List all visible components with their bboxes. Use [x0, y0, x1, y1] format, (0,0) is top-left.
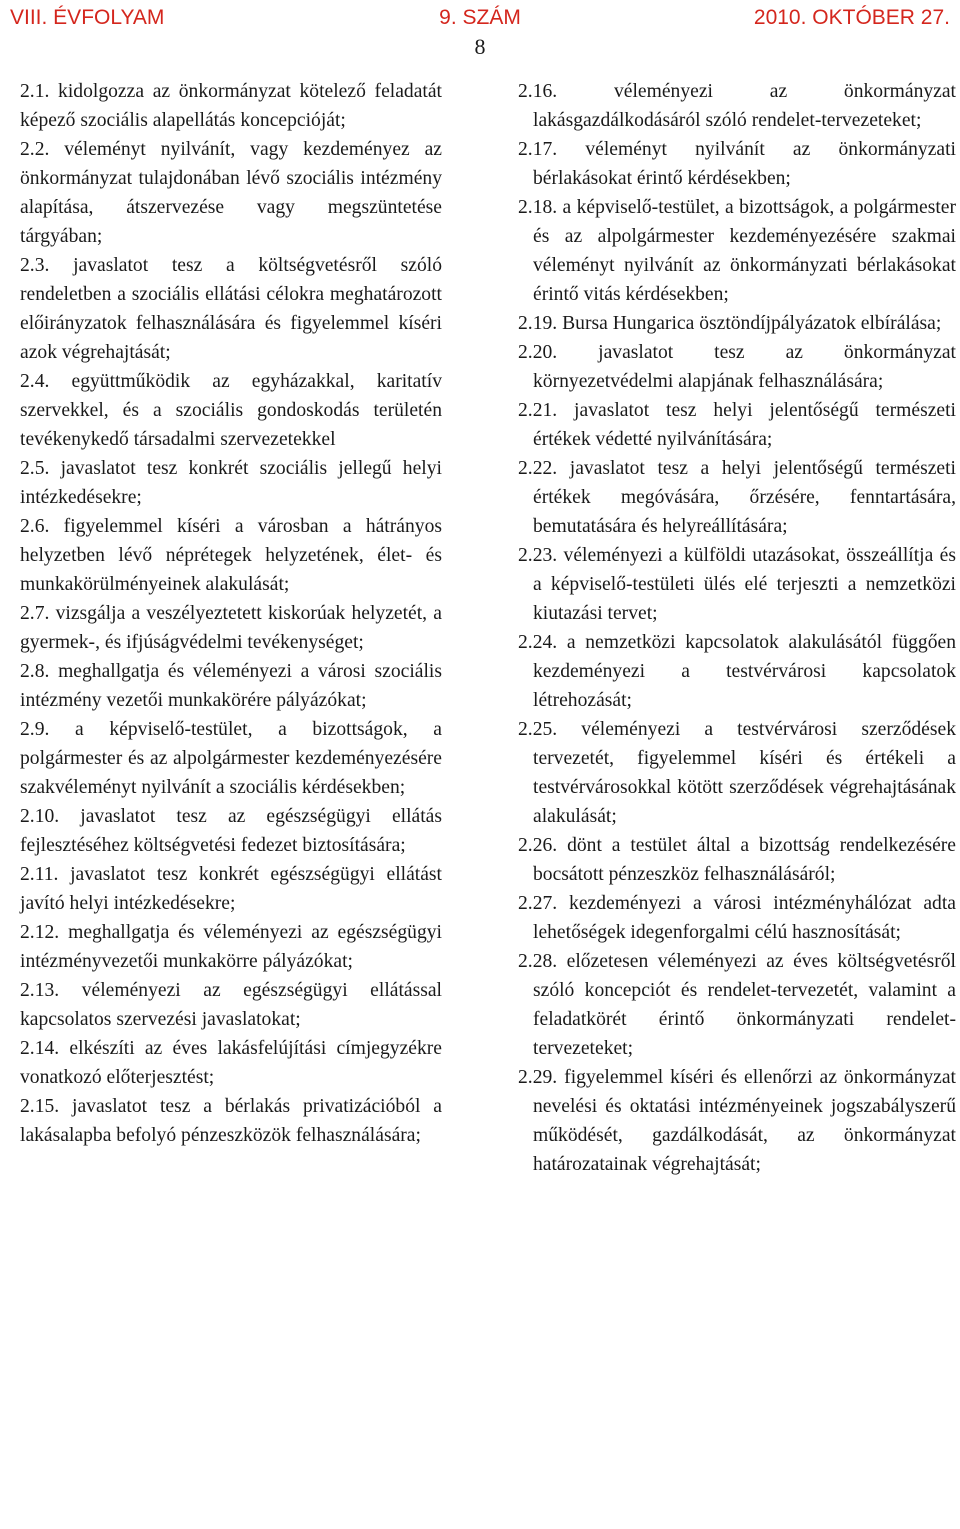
list-item: 2.29. figyelemmel kíséri és ellenőrzi az önkormányzat nevelési és oktatási intézményeinek jogszabályszerű működését, gazdálkodását, az önkormányzat határozatainak végrehajtását;	[518, 1067, 956, 1175]
page-header	[0, 6, 960, 66]
header-volume: VIII. ÉVFOLYAM	[10, 6, 165, 29]
page-number: 8	[474, 34, 486, 59]
list-item: 2.17. véleményt nyilvánít az önkormányzati bérlakásokat érintő kérdésekben;	[518, 139, 956, 189]
list-item: 2.15. javaslatot tesz a bérlakás privatizációból a lakásalapba befolyó pénzeszközök felhasználására;	[20, 1096, 442, 1146]
list-item: 2.25. véleményezi a testvérvárosi szerződések tervezetét, figyelemmel kíséri és értékeli a testvérvárosokkal kötött szerződések végrehajtásának alakulását;	[518, 719, 956, 827]
list-item: 2.9. a képviselő-testület, a bizottságok, a polgármester és az alpolgármester kezdeményezésére szakvéleményt nyilvánít a szociális kérdésekben;	[20, 719, 442, 798]
list-item: 2.16. véleményezi az önkormányzat lakásgazdálkodásáról szóló rendelet-tervezeteket;	[518, 81, 956, 131]
list-item: 2.12. meghallgatja és véleményezi az egészségügyi intézményvezetői munkakörre pályázókat;	[20, 922, 442, 972]
list-item: 2.20. javaslatot tesz az önkormányzat környezetvédelmi alapjának felhasználására;	[518, 342, 956, 392]
list-item: 2.24. a nemzetközi kapcsolatok alakulásától függően kezdeményezi a testvérvárosi kapcsolatok létrehozását;	[518, 632, 956, 711]
list-item: 2.4. együttműködik az egyházakkal, karitatív szervekkel, és a szociális gondoskodás területén tevékenykedő társadalmi szervezetekkel	[20, 371, 442, 450]
list-item: 2.8. meghallgatja és véleményezi a városi szociális intézmény vezetői munkakörére pályázókat;	[20, 661, 442, 711]
list-item: 2.1. kidolgozza az önkormányzat kötelező feladatát képező szociális alapellátás koncepcióját;	[20, 81, 442, 131]
list-item: 2.27. kezdeményezi a városi intézményhálózat adta lehetőségek idegenforgalmi célú hasznosítását;	[518, 893, 956, 943]
left-column	[20, 77, 442, 1150]
list-item: 2.11. javaslatot tesz konkrét egészségügyi ellátást javító helyi intézkedésekre;	[20, 864, 442, 914]
list-item: 2.18. a képviselő-testület, a bizottságok, a polgármester és az alpolgármester kezdeményezésére szakmai véleményt nyilvánít az önkormányzati bérlakásokat érintő vitás kérdésekben;	[518, 197, 956, 305]
list-item: 2.6. figyelemmel kíséri a városban a hátrányos helyzetben lévő néprétegek helyzetének, élet- és munkakörülményeinek alakulását;	[20, 516, 442, 595]
header-issue: 9. SZÁM	[439, 6, 521, 29]
list-item: 2.13. véleményezi az egészségügyi ellátással kapcsolatos szervezési javaslatokat;	[20, 980, 442, 1030]
list-item: 2.26. dönt a testület által a bizottság rendelkezésére bocsátott pénzeszköz felhasználásáról;	[518, 835, 956, 885]
list-item: 2.28. előzetesen véleményezi az éves költségvetésről szóló koncepciót és rendelet-tervezetét, valamint a feladatkörét érintő önkormányzati rendelet-tervezeteket;	[518, 951, 956, 1059]
right-column	[518, 77, 956, 1179]
list-item: 2.10. javaslatot tesz az egészségügyi ellátás fejlesztéséhez költségvetési fedezet biztosítására;	[20, 806, 442, 856]
list-item: 2.21. javaslatot tesz helyi jelentőségű természeti értékek védetté nyilvánítására;	[518, 400, 956, 450]
list-item: 2.2. véleményt nyilvánít, vagy kezdeményez az önkormányzat tulajdonában lévő szociális intézmény alapítása, átszervezése vagy megszüntetése tárgyában;	[20, 139, 442, 247]
list-item: 2.7. vizsgálja a veszélyeztetett kiskorúak helyzetét, a gyermek-, és ifjúságvédelmi tevékenységet;	[20, 603, 442, 653]
list-item: 2.23. véleményezi a külföldi utazásokat, összeállítja és a képviselő-testületi ülés elé terjeszti a nemzetközi kiutazási tervet;	[518, 545, 956, 624]
list-item: 2.3. javaslatot tesz a költségvetésről szóló rendeletben a szociális ellátási célokra meghatározott előirányzatok felhasználására és figyelemmel kíséri azok végrehajtását;	[20, 255, 442, 363]
list-item: 2.14. elkészíti az éves lakásfelújítási címjegyzékre vonatkozó előterjesztést;	[20, 1038, 442, 1088]
list-item: 2.19. Bursa Hungarica ösztöndíjpályázatok elbírálása;	[518, 313, 942, 334]
list-item: 2.22. javaslatot tesz a helyi jelentőségű természeti értékek megóvására, őrzésére, fenntartására, bemutatására és helyreállítására;	[518, 458, 956, 537]
list-item: 2.5. javaslatot tesz konkrét szociális jellegű helyi intézkedésekre;	[20, 458, 442, 508]
header-date: 2010. OKTÓBER 27.	[753, 6, 950, 29]
